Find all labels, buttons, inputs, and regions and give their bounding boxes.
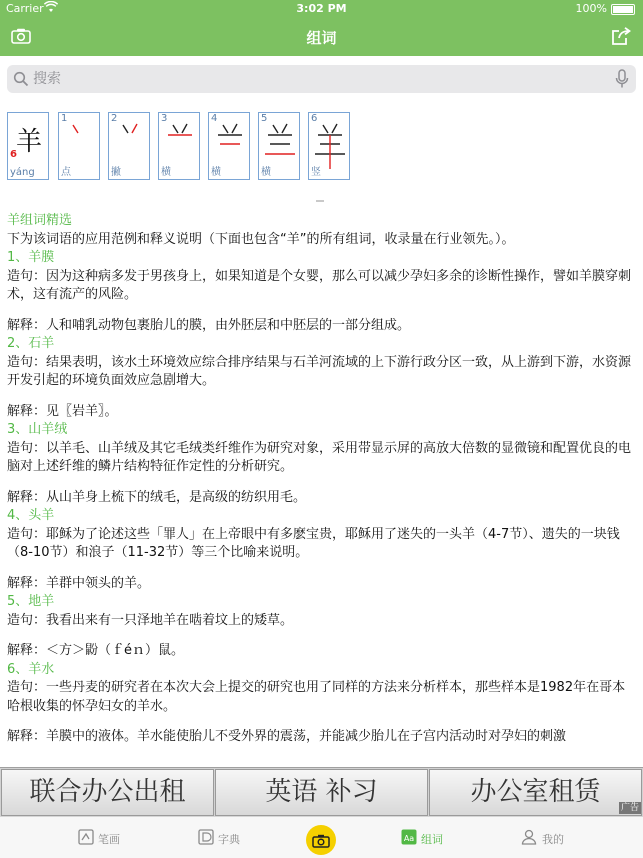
word-entry — [7, 249, 637, 335]
character-card[interactable] — [7, 112, 49, 180]
example-sentence: 造句：我看出来有一只泽地羊在啮着坟上的矮草。 — [7, 612, 294, 628]
stroke-index: 5 — [261, 113, 268, 124]
stroke-index: 3 — [161, 113, 168, 124]
word-link[interactable]: 3、山羊绒 — [7, 422, 68, 437]
status-time: 3:02 PM — [296, 2, 347, 15]
collapse-handle[interactable] — [316, 200, 324, 202]
ad-badge: 广告 — [620, 803, 639, 813]
word-explanation: 解释：＜方＞鼢（ｆéｎ）鼠。 — [7, 643, 184, 658]
word-link[interactable]: 1、羊膜 — [7, 250, 55, 265]
word-explanation: 解释：羊膜中的液体。羊水能使胎儿不受外界的震荡，并能减少胎儿在子宫内活动时对孕妇的刺激 — [7, 729, 567, 744]
word-link[interactable]: 5、地羊 — [7, 594, 55, 609]
ad-button[interactable]: 联合办公出租 — [1, 769, 214, 816]
microphone-icon[interactable] — [615, 69, 629, 89]
stroke-name: 撇 — [111, 167, 121, 178]
battery-icon — [611, 4, 635, 15]
word-entry — [7, 593, 637, 661]
stroke-index: 2 — [111, 113, 118, 124]
word-explanation: 解释：羊群中领头的羊。 — [7, 575, 151, 591]
tab-profile[interactable] — [500, 817, 580, 858]
stroke-name: 横 — [261, 167, 271, 178]
svg-text:Aa: Aa — [403, 834, 415, 843]
example-sentence: 造句：耶稣为了论述这些「罪人」在上帝眼中有多麽宝贵，耶稣用了迷失的一头羊（4-7节）、遗失的一块钱（8-10节）和浪子（11-32节）等三个比喻来说明。 — [7, 526, 620, 560]
word-entry — [7, 661, 637, 747]
stroke-name: 横 — [211, 167, 221, 178]
ad-banner — [0, 767, 643, 816]
word-explanation: 解释：从山羊身上梳下的绒毛，是高级的纺织用毛。 — [7, 489, 307, 505]
stroke-step[interactable] — [58, 112, 100, 180]
battery-percent: 100% — [575, 2, 607, 15]
navigation-bar — [0, 18, 643, 56]
tab-label: 组词 — [421, 833, 443, 846]
words-icon — [401, 829, 417, 845]
stroke-step[interactable] — [208, 112, 250, 180]
ad-button[interactable]: 办公室租赁 — [429, 769, 642, 816]
section-title: 羊组词精选 — [7, 213, 73, 228]
character-glyph: 羊 — [15, 127, 42, 157]
tab-strokes[interactable] — [60, 817, 140, 858]
stroke-name: 竖 — [311, 167, 321, 178]
search-area — [0, 56, 643, 100]
camera-icon — [312, 833, 330, 852]
tab-bar — [0, 816, 643, 858]
stroke-step[interactable] — [308, 112, 350, 180]
tab-label: 我的 — [542, 833, 564, 846]
stroke-step[interactable] — [158, 112, 200, 180]
word-link[interactable]: 2、石羊 — [7, 336, 55, 351]
stroke-name: 点 — [61, 167, 71, 178]
intro-text: 下为该词语的应用范例和释义说明（下面也包含“羊”的所有组词，收录量在行业领先。）。 — [7, 231, 515, 247]
status-bar — [0, 0, 643, 18]
example-sentence: 造句：结果表明，该水土环境效应综合排序结果与石羊河流域的上下游行政分区一致，从上游到下游，水资源开发引起的环境负面效应急剧增大。 — [7, 354, 632, 388]
word-entry — [7, 507, 637, 593]
tab-label: 字典 — [218, 833, 240, 846]
tab-label: 笔画 — [98, 833, 120, 846]
word-entry — [7, 421, 637, 507]
stroke-count: 6 — [10, 149, 17, 160]
stroke-icon — [78, 829, 94, 845]
word-list — [7, 212, 637, 747]
carrier-label: Carrier — [6, 2, 44, 15]
dictionary-icon — [198, 829, 214, 845]
stroke-index: 4 — [211, 113, 218, 124]
stroke-step[interactable] — [108, 112, 150, 180]
stroke-step[interactable] — [258, 112, 300, 180]
word-explanation: 解释：人和哺乳动物包裹胎儿的膜，由外胚层和中胚层的一部分组成。 — [7, 317, 411, 333]
search-input[interactable] — [33, 68, 593, 90]
share-icon[interactable] — [611, 27, 631, 46]
stroke-index: 6 — [311, 113, 318, 124]
word-entry — [7, 335, 637, 421]
example-sentence: 造句：因为这种病多发于男孩身上，如果知道是个女婴，那么可以减少孕妇多余的诊断性操作，譬如羊膜穿刺术，这有流产的风险。 — [7, 268, 632, 302]
tab-words[interactable] — [380, 817, 460, 858]
page-title: 组词 — [306, 29, 337, 47]
search-icon — [13, 71, 29, 87]
ad-button[interactable]: 英语 补习 — [215, 769, 428, 816]
example-sentence: 造句：一些丹麦的研究者在本次大会上提交的研究也用了同样的方法来分析样本，那些样本是1982年在哥本哈根收集的怀孕妇女的羊水。 — [7, 680, 626, 714]
profile-icon — [521, 829, 537, 845]
stroke-name: 横 — [161, 167, 171, 178]
search-box[interactable] — [7, 65, 636, 93]
word-link[interactable]: 6、羊水 — [7, 661, 55, 677]
example-sentence: 造句：以羊毛、山羊绒及其它毛绒类纤维作为研究对象，采用带显示屏的高放大倍数的显微镜和配置优良的电脑对上述纤维的鳞片结构特征作定性的分析研究。 — [7, 440, 632, 474]
word-explanation: 解释：见〖岩羊〗。 — [7, 403, 118, 419]
stroke-index: 1 — [61, 113, 68, 124]
word-link[interactable]: 4、头羊 — [7, 508, 55, 523]
tab-dictionary[interactable] — [180, 817, 260, 858]
character-pinyin: yáng — [10, 167, 35, 178]
camera-button[interactable] — [306, 825, 336, 855]
